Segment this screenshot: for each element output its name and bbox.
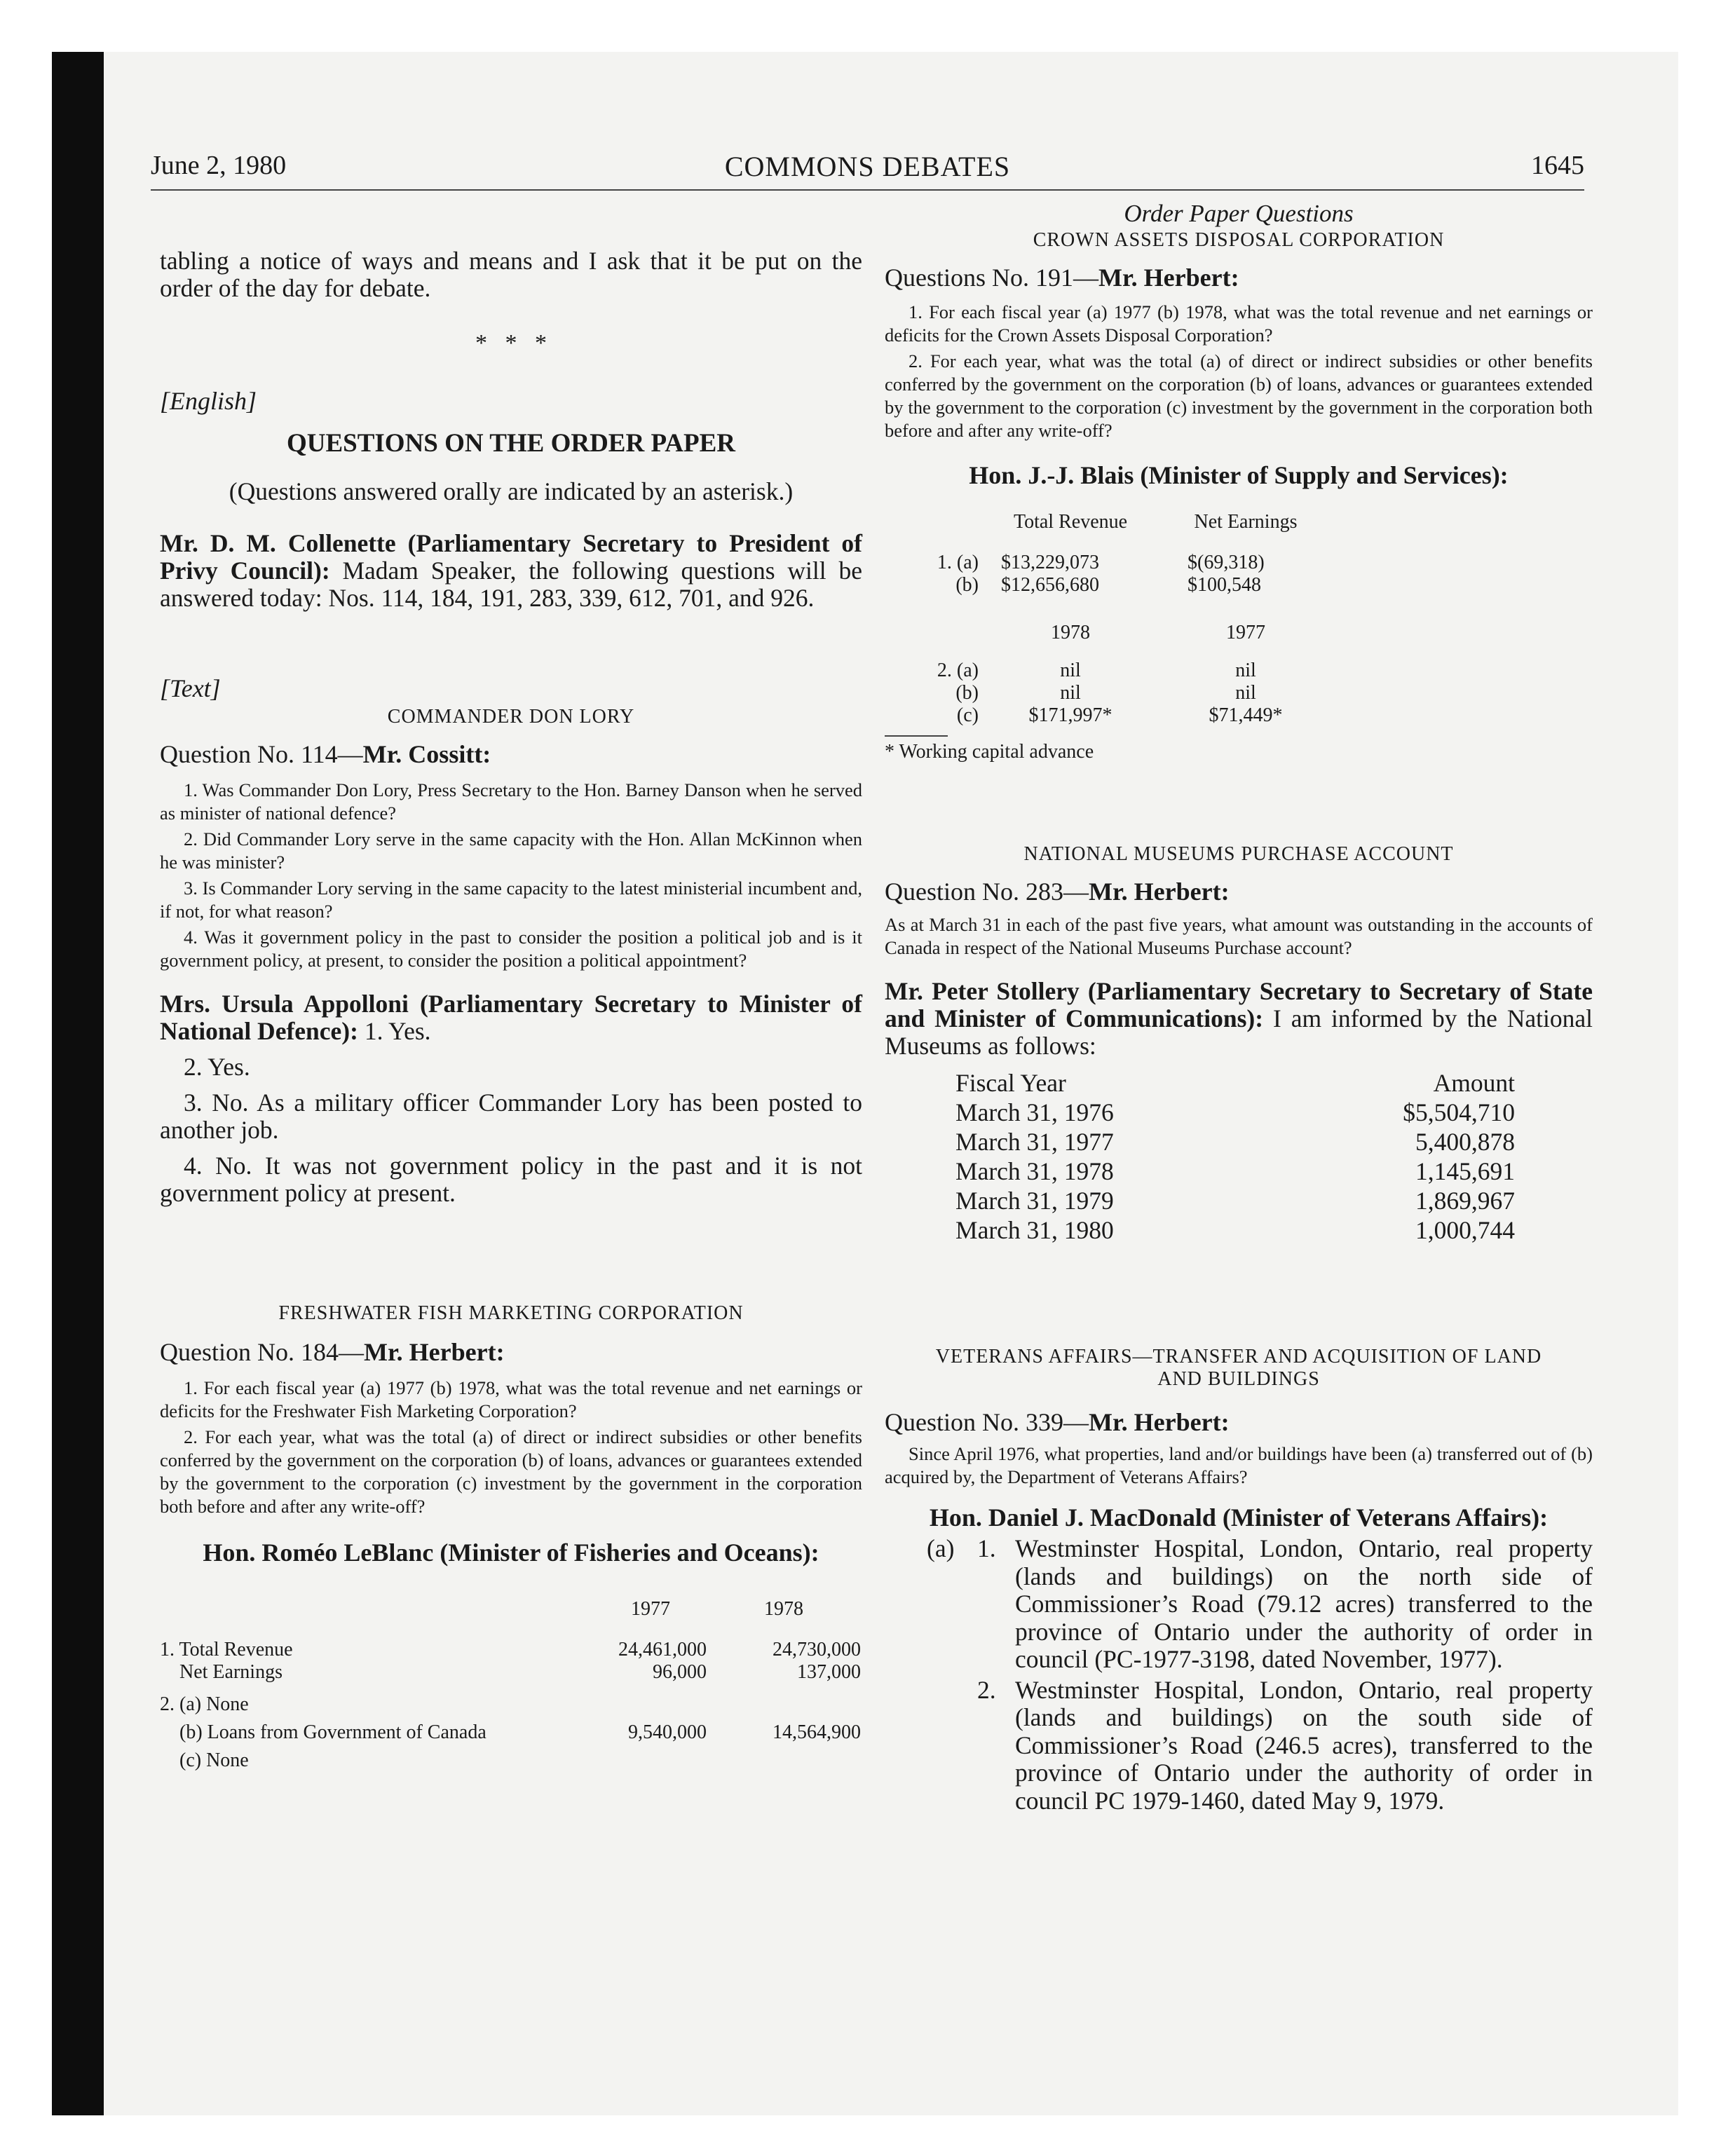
question-item: 1. For each fiscal year (a) 1977 (b) 1978, what was the total revenue and net earnings or deficits for the Crown Assets Disposal Corporation?	[885, 301, 1593, 346]
answer-item	[885, 1535, 1593, 1674]
question-number: Questions No. 191—	[885, 264, 1098, 292]
q339-heading	[885, 1346, 1593, 1391]
fiscal-year: March 31, 1980	[955, 1216, 1114, 1244]
answer-text: Westminster Hospital, London, Ontario, real property (lands and buildings) on the south side of Commissioner’s Road (246.5 acres), transferred to the province of Ontario under the authority of order in council PC 1979-1460, dated May 9, 1979.	[1015, 1675, 1593, 1815]
value-1977: 9,540,000	[628, 1721, 707, 1743]
row-label: 1. Total Revenue	[160, 1639, 293, 1660]
question-number: Question No. 339—	[885, 1408, 1089, 1436]
question-item: As at March 31 in each of the past five years, what amount was outstanding in the accounts of Canada in respect of the National Museums Purchase account?	[885, 914, 1593, 958]
amount: 1,145,691	[1415, 1157, 1515, 1185]
intro-paragraph: tabling a notice of ways and means and I ask that it be put on the order of the day for debate.	[160, 247, 862, 302]
question-item: 2. Did Commander Lory serve in the same capacity with the Hon. Allan McKinnon when he was minister?	[160, 828, 862, 873]
year-header: 1977	[1226, 622, 1265, 643]
table-row	[955, 1215, 1516, 1245]
section-separator: * * *	[475, 330, 547, 356]
value-1978: nil	[1060, 660, 1081, 681]
value-1977: $71,449*	[1209, 704, 1283, 726]
answer-number: 2.	[977, 1675, 996, 1704]
value-1978: nil	[1060, 682, 1081, 704]
speaker-name: Mrs. Ursula Appolloni (Parliamentary Secretary to Minister of National Defence):	[160, 990, 862, 1045]
value-1978: 137,000	[797, 1661, 861, 1683]
value-1977: 96,000	[653, 1661, 707, 1683]
table-row	[160, 1744, 861, 1772]
row-label: (b)	[955, 682, 979, 704]
value-1978: $171,997*	[1028, 704, 1113, 726]
footnote-rule	[885, 735, 948, 737]
value-1978: 14,564,900	[773, 1721, 861, 1743]
question-item: 4. Was it government policy in the past to consider the position a political job and is it government policy, at present, to consider the position a political appointment?	[160, 927, 862, 971]
row-label: (b)	[955, 574, 979, 596]
fiscal-year: March 31, 1978	[955, 1157, 1114, 1185]
asker-name: Mr. Herbert:	[1089, 1408, 1230, 1436]
language-tag: [English]	[160, 387, 257, 415]
question-number: Question No. 283—	[885, 878, 1089, 906]
q283-table	[955, 1068, 1516, 1245]
year-header: 1978	[764, 1598, 803, 1620]
q339-question-number	[885, 1407, 1593, 1437]
q184-answer-speaker: Hon. Roméo LeBlanc (Minister of Fisheries and Oceans):	[203, 1538, 819, 1567]
answer-number: 1.	[977, 1534, 996, 1562]
column-header: Total Revenue	[1013, 511, 1128, 533]
answer-line: 3. No. As a military officer Commander Lory has been posted to another job.	[160, 1089, 862, 1144]
q339-answers	[885, 1535, 1593, 1815]
row-label: 2. (a)	[937, 660, 979, 681]
column-header: Fiscal Year	[955, 1069, 1066, 1097]
q114-question-number	[160, 739, 862, 769]
header-page-number: 1645	[1531, 151, 1584, 180]
table-row	[160, 1661, 861, 1684]
table-row	[955, 1098, 1516, 1127]
value-1977: nil	[1235, 660, 1256, 681]
q191-table-subsidies	[885, 622, 1333, 727]
question-number: Question No. 184—	[160, 1338, 364, 1366]
asker-name: Mr. Herbert:	[364, 1338, 505, 1366]
q191-heading: CROWN ASSETS DISPOSAL CORPORATION	[1033, 229, 1445, 251]
statement-text: Madam Speaker, the following questions will be answered today: Nos. 114, 184, 191, 283, 339, 612, 701, and 926.	[160, 557, 862, 612]
value-1977: nil	[1235, 682, 1256, 704]
amount: $5,504,710	[1403, 1098, 1515, 1126]
year-header: 1978	[1051, 622, 1090, 643]
year-header: 1977	[631, 1598, 670, 1620]
asterisk-note: (Questions answered orally are indicated by an asterisk.)	[229, 477, 794, 505]
question-item: Since April 1976, what properties, land and/or buildings have been (a) transferred out of (b) acquired by, the Department of Veterans Affairs?	[885, 1443, 1593, 1487]
q114-items	[160, 779, 862, 972]
speaker-name: Mr. Peter Stollery (Parliamentary Secretary to Secretary of State and Minister of Communications):	[885, 977, 1593, 1032]
order-paper-title: Order Paper Questions	[1124, 200, 1354, 227]
table-row	[885, 660, 1333, 682]
q184-question-number	[160, 1337, 862, 1367]
answer-text: Westminster Hospital, London, Ontario, real property (lands and buildings) on the north side of Commissioner’s Road (79.12 acres) transferred to the province of Ontario under the authority of order in council (PC-1977-3198, dated November, 1977).	[1015, 1534, 1593, 1673]
value-1978: 24,730,000	[773, 1639, 861, 1660]
q283-heading: NATIONAL MUSEUMS PURCHASE ACCOUNT	[1023, 843, 1454, 865]
q191-answer-speaker: Hon. J.-J. Blais (Minister of Supply and Services):	[969, 461, 1509, 489]
amount: 1,869,967	[1415, 1187, 1515, 1215]
table-row	[160, 1693, 861, 1716]
table-row	[160, 1716, 861, 1744]
answer-part-label: (a)	[927, 1534, 955, 1562]
row-label: 2. (a) None	[160, 1693, 249, 1715]
left-column	[160, 200, 862, 1772]
asker-name: Mr. Herbert:	[1089, 878, 1230, 906]
header-date: June 2, 1980	[151, 151, 287, 180]
total-revenue-value: $12,656,680	[1001, 574, 1099, 596]
question-item: 1. For each fiscal year (a) 1977 (b) 1978, what was the total revenue and net earnings or deficits for the Freshwater Fish Marketing Corporation?	[160, 1377, 862, 1421]
speaker-name: Mr. D. M. Collenette (Parliamentary Secretary to President of Privy Council):	[160, 529, 862, 585]
answer-item	[885, 1677, 1593, 1815]
column-header: Amount	[1433, 1069, 1515, 1097]
q283-answer	[885, 978, 1593, 1060]
amount: 5,400,878	[1415, 1128, 1515, 1156]
q114-heading: COMMANDER DON LORY	[387, 706, 635, 728]
fiscal-year: March 31, 1977	[955, 1128, 1114, 1156]
table-row	[160, 1639, 861, 1661]
amount: 1,000,744	[1415, 1216, 1515, 1244]
net-earnings-value: $100,548	[1188, 574, 1261, 596]
table-row	[885, 704, 1333, 727]
answer-line: 2. Yes.	[184, 1053, 250, 1081]
footnote: * Working capital advance	[885, 741, 1094, 763]
text-tag: [Text]	[160, 674, 221, 702]
right-column	[885, 200, 1593, 1815]
fiscal-year: March 31, 1976	[955, 1098, 1114, 1126]
q114-answer	[160, 990, 862, 1045]
answer-text: 1. Yes.	[358, 1017, 431, 1045]
table-row	[955, 1127, 1516, 1157]
question-item: 2. For each year, what was the total (a) of direct or indirect subsidies or other benefits conferred by the government on the corporation (b) of loans, advances or guarantees extended by the government to the corporation (c) investment by the government in the corporation both before and after any write-off?	[160, 1426, 862, 1517]
q283-question-number	[885, 877, 1593, 906]
q191-question-number	[885, 263, 1593, 292]
row-label: (c) None	[160, 1749, 249, 1771]
section-title: QUESTIONS ON THE ORDER PAPER	[286, 429, 736, 458]
q339-answer-speaker: Hon. Daniel J. MacDonald (Minister of Veterans Affairs):	[929, 1503, 1549, 1531]
row-label: (c)	[956, 704, 979, 726]
answer-text: I am informed by the National Museums as follows:	[885, 1004, 1593, 1060]
collenette-statement	[160, 530, 862, 612]
asker-name: Mr. Cossitt:	[362, 740, 491, 768]
question-number: Question No. 114—	[160, 740, 363, 768]
row-label: 1. (a)	[937, 552, 979, 573]
value-1977: 24,461,000	[618, 1639, 707, 1660]
binding-edge	[52, 52, 104, 2115]
page-header	[151, 150, 1584, 191]
header-title: COMMONS DEBATES	[724, 151, 1011, 182]
row-label: Net Earnings	[160, 1661, 283, 1683]
question-item: 2. For each year, what was the total (a) of direct or indirect subsidies or other benefits conferred by the government on the corporation (b) of loans, advances or guarantees extended by the government to the corporation (c) investment by the government in the corporation both before and after any write-off?	[885, 350, 1593, 441]
heading-line: AND BUILDINGS	[1157, 1368, 1320, 1390]
table-row	[885, 574, 1333, 596]
table-row	[955, 1186, 1516, 1215]
asker-name: Mr. Herbert:	[1098, 264, 1239, 292]
answer-line: 4. No. It was not government policy in the past and it is not government policy at present.	[160, 1152, 862, 1207]
table-row	[885, 552, 1333, 574]
heading-line: VETERANS AFFAIRS—TRANSFER AND ACQUISITION OF LAND	[935, 1346, 1542, 1367]
q184-items	[160, 1377, 862, 1518]
q184-table	[160, 1598, 861, 1772]
table-row	[885, 682, 1333, 704]
column-header: Net Earnings	[1194, 511, 1298, 533]
fiscal-year: March 31, 1979	[955, 1187, 1114, 1215]
q191-items	[885, 301, 1593, 442]
question-item: 3. Is Commander Lory serving in the same capacity to the latest ministerial incumbent and, if not, for what reason?	[160, 878, 862, 922]
q184-heading: FRESHWATER FISH MARKETING CORPORATION	[278, 1302, 744, 1324]
net-earnings-value: $(69,318)	[1188, 552, 1265, 573]
question-item: 1. Was Commander Don Lory, Press Secretary to the Hon. Barney Danson when he served as minister of national defence?	[160, 779, 862, 824]
total-revenue-value: $13,229,073	[1001, 552, 1099, 573]
table-row	[955, 1157, 1516, 1186]
row-label: (b) Loans from Government of Canada	[160, 1721, 487, 1743]
q191-table-revenue	[885, 511, 1333, 596]
